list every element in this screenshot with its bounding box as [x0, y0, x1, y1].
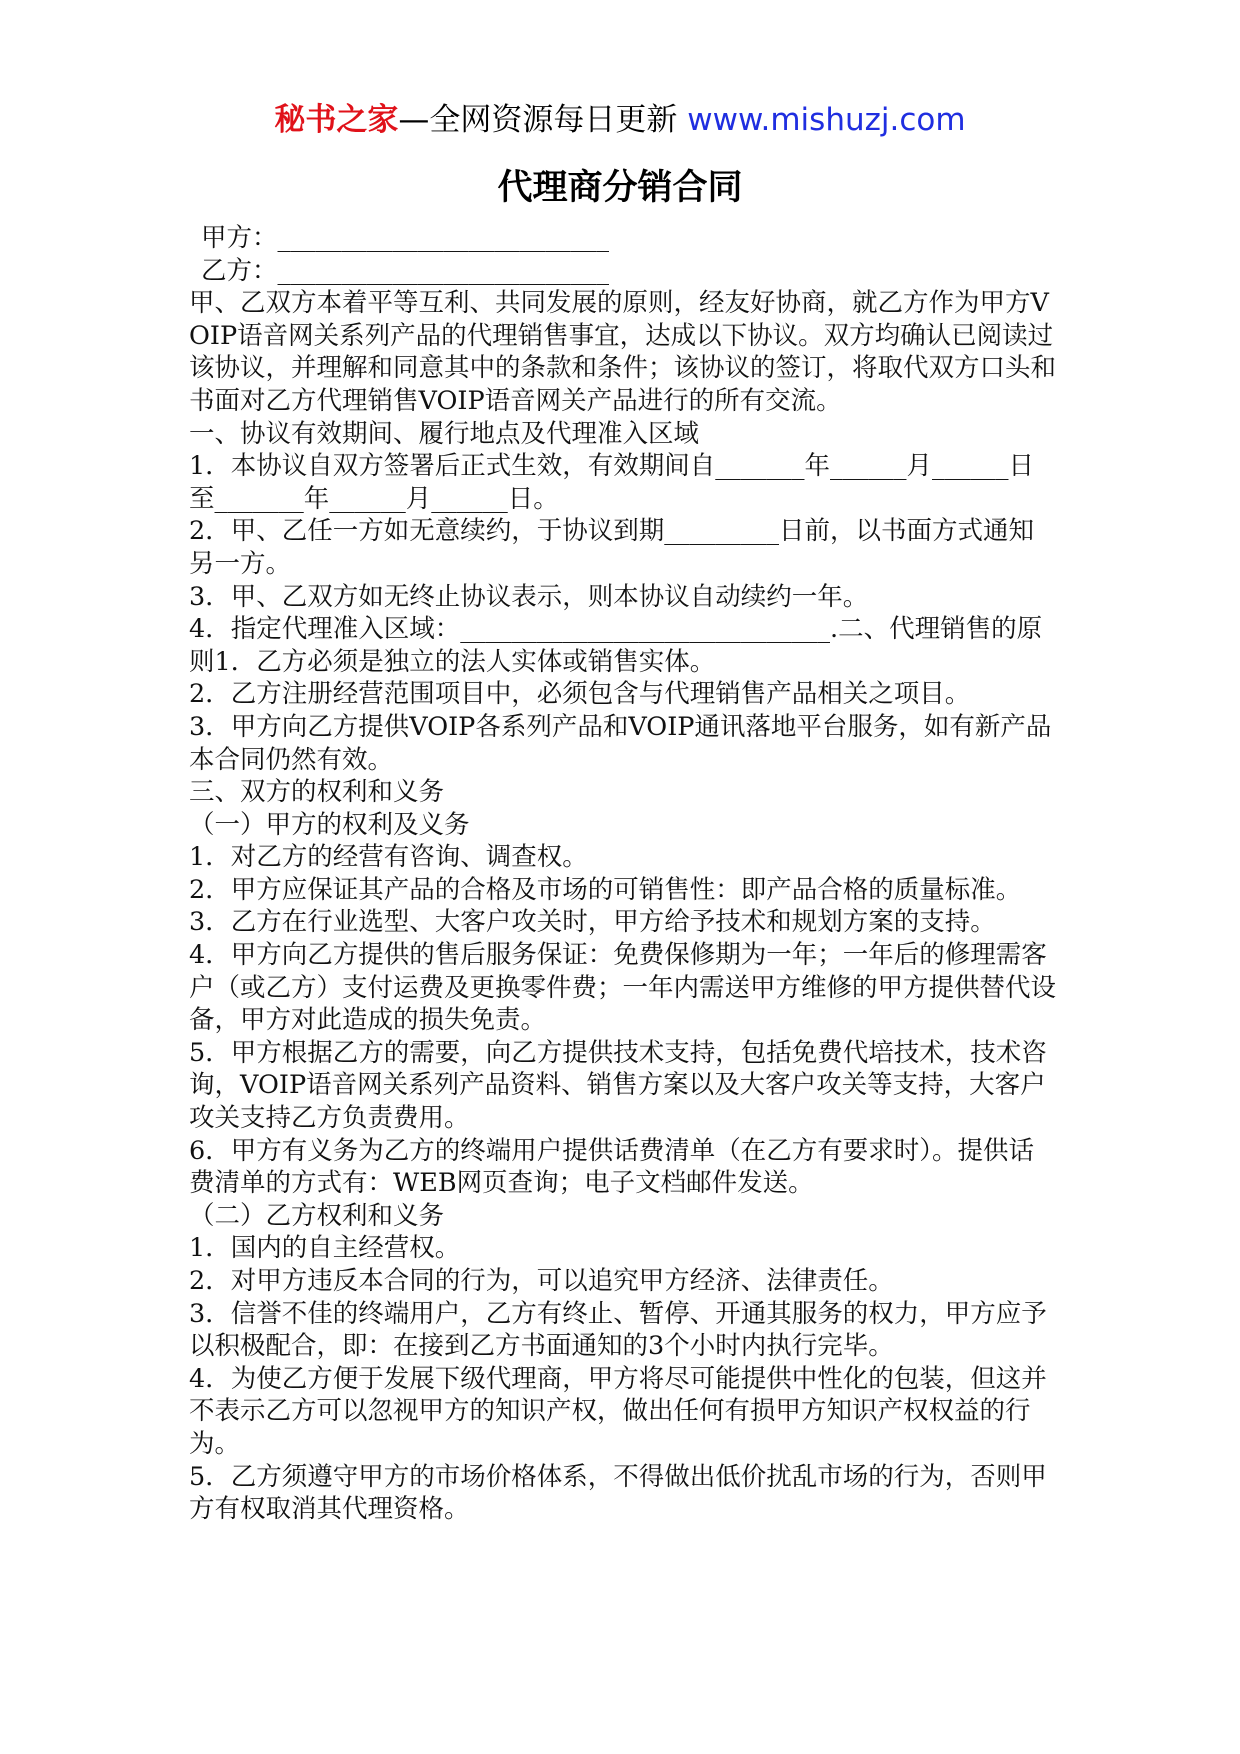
banner-brand: 秘书之家: [274, 102, 399, 138]
contract-body: [189, 222, 1059, 1526]
clause-b-1: 1．国内的自主经营权。: [189, 1233, 461, 1264]
clause-a-6: 6．甲方有义务为乙方的终端用户提供话费清单（在乙方有要求时）。提供话费清单的方式有：WEB网页查询；电子文档邮件发送。: [189, 1135, 1034, 1199]
site-banner: [0, 98, 1240, 142]
clause-a-5: 5．甲方根据乙方的需要，向乙方提供技术支持，包括免费代培技术，技术咨询，VOIP语音网关系列产品资料、销售方案以及大客户攻关等支持，大客户攻关支持乙方负责费用。: [189, 1037, 1047, 1134]
banner-url-link[interactable]: www.mishuzj.com: [687, 102, 966, 138]
clause-b-5: 5．乙方须遵守甲方的市场价格体系，不得做出低价扰乱市场的行为，否则甲方有权取消其代理资格。: [189, 1461, 1047, 1525]
clause-2-3: 3．甲方向乙方提供VOIP各系列产品和VOIP通讯落地平台服务，如有新产品本合同仍然有效。: [189, 711, 1052, 775]
subsection-heading-b: （二）乙方权利和义务: [189, 1200, 445, 1231]
preamble-paragraph: 甲、乙双方本着平等互利、共同发展的原则，经友好协商，就乙方作为甲方VOIP语音网关系列产品的代理销售事宜，达成以下协议。双方均确认已阅读过该协议，并理解和同意其中的条款和条件；该协议的签订，将取代双方口头和书面对乙方代理销售VOIP语音网关产品进行的所有交流。: [189, 288, 1057, 416]
clause-1-3: 3．甲、乙双方如无终止协议表示，则本协议自动续约一年。: [189, 581, 869, 612]
clause-b-3: 3．信誉不佳的终端用户，乙方有终止、暂停、开通其服务的权力，甲方应予以积极配合，即：在接到乙方书面通知的3个小时内执行完毕。: [189, 1298, 1047, 1362]
clause-b-4: 4．为使乙方便于发展下级代理商，甲方将尽可能提供中性化的包装，但这并不表示乙方可以忽视甲方的知识产权，做出任何有损甲方知识产权权益的行为。: [189, 1363, 1047, 1459]
section-heading-1: 一、协议有效期间、履行地点及代理准入区域: [189, 418, 700, 449]
banner-slogan: —全网资源每日更新: [398, 102, 678, 138]
clause-a-1: 1．对乙方的经营有咨询、调查权。: [189, 842, 588, 873]
clause-a-4: 4．甲方向乙方提供的售后服务保证：免费保修期为一年；一年后的修理需客户（或乙方）支付运费及更换零件费；一年内需送甲方维修的甲方提供替代设备，甲方对此造成的损失免责。: [189, 940, 1057, 1036]
clause-b-2: 2．对甲方违反本合同的行为，可以追究甲方经济、法律责任。: [189, 1266, 894, 1296]
party-a-line: 甲方：__________________________: [201, 223, 610, 253]
clause-a-3: 3．乙方在行业选型、大客户攻关时，甲方给予技术和规划方案的支持。: [189, 907, 996, 938]
document-title: 代理商分销合同: [497, 168, 743, 208]
clause-1-1: 1．本协议自双方签署后正式生效，有效期间自_______年______月______日至_______年______月______日。: [189, 451, 1034, 514]
subsection-heading-a: （一）甲方的权利及义务: [189, 809, 470, 840]
party-b-line: 乙方：__________________________: [201, 255, 610, 286]
clause-1-4: 4．指定代理准入区域：_____________________________.二、代理销售的原则1．乙方必须是独立的法人实体或销售实体。: [189, 614, 1043, 677]
clause-a-2: 2．甲方应保证其产品的合格及市场的可销售性：即产品合格的质量标准。: [189, 874, 1022, 905]
clause-2-2: 2．乙方注册经营范围项目中，必须包含与代理销售产品相关之项目。: [189, 679, 971, 710]
section-heading-3: 三、双方的权利和义务: [189, 777, 445, 808]
clause-1-2: 2．甲、乙任一方如无意续约，于协议到期_________日前，以书面方式通知另一方。: [189, 516, 1034, 579]
